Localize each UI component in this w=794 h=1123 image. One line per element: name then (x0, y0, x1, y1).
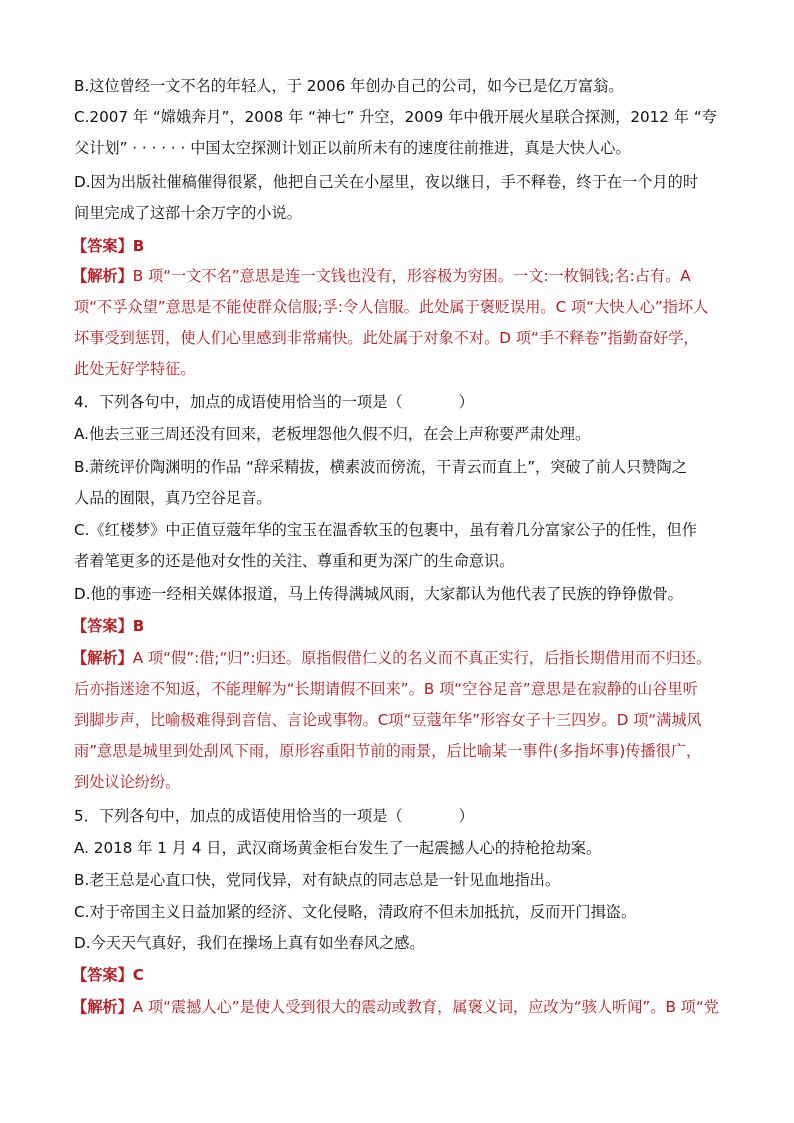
analysis-text: B 项“一文不名”意思是连一文钱也没有，形容极为穷困。一文:一枚铜钱;名:占有。A (132, 267, 691, 285)
analysis-text: A 项“假”:借;“归”:归还。原指假借仁义的名义而不真正实行，后指长期借用而不归还。 (132, 649, 712, 667)
q5-option-b: B.老王总是心直口快，党同伐异，对有缺点的同志总是一针见血地指出。 (74, 871, 561, 889)
analysis-label: 【解析】 (72, 649, 133, 667)
analysis-text: A 项“震撼人心”是使人受到很大的震动或教育，属褒义词，应改为“骇人听闻”。B 项“党 (132, 998, 719, 1016)
q4-analysis-line1 (72, 648, 711, 668)
q3-answer (72, 236, 144, 256)
q4-analysis-line3: 到脚步声，比喻极难得到音信、言论或事物。C项“豆蔻年华”形容女子十三四岁。D 项“满城风 (74, 711, 702, 729)
q5-option-c: C.对于帝国主义日益加紧的经济、文化侵略，清政府不但未加抵抗，反而开门揖盗。 (74, 903, 637, 921)
answer-value: B (132, 237, 145, 255)
q5-option-d: D.今天天气真好，我们在操场上真有如坐春风之感。 (74, 934, 425, 952)
q4-option-d: D.他的事迹一经相关媒体报道，马上传得满城风雨，大家都认为他代表了民族的铮铮傲骨。 (74, 585, 683, 603)
q5-answer (72, 965, 144, 985)
q4-analysis-line4: 雨”意思是城里到处刮风下雨，原形容重阳节前的雨景，后比喻某一事件(多指坏事)传播很广， (74, 742, 702, 760)
q3-analysis-line3: 坏事受到惩罚，使人们心里感到非常痛快。此处属于对象不对。D 项“手不释卷”指勤奋好学， (74, 329, 699, 347)
q4-option-b-line2: 人品的囿限，真乃空谷足音。 (74, 489, 272, 507)
q5-option-a: A. 2018 年 1 月 4 日，武汉商场黄金柜台发生了一起震撼人心的持枪抢劫案。 (74, 839, 602, 857)
q4-option-c-line1: C.《红楼梦》中正值豆蔻年华的宝玉在温香软玉的包裹中，虽有着几分富家公子的任性，但作 (74, 521, 697, 539)
answer-label: 【答案】 (72, 617, 133, 635)
q3-analysis-line1 (72, 266, 691, 286)
answer-value: B (132, 617, 145, 635)
q4-stem-text: 4．下列各句中，加点的成语使用恰当的一项是（ (74, 393, 403, 411)
q5-stem-end: ） (458, 807, 474, 825)
q3-option-d-line2: 间里完成了这部十余万字的小说。 (74, 204, 302, 222)
q4-answer (72, 616, 144, 636)
q3-option-d-line1: D.因为出版社催稿催得很紧，他把自己关在小屋里，夜以继日，手不释卷，终于在一个月的时 (74, 173, 699, 191)
q3-option-c-line1: C.2007 年 “嫦娥奔月”，2008 年 “神七” 升空，2009 年中俄开展火星联合探测，2012 年 “夸 (74, 108, 717, 126)
q4-stem (74, 392, 474, 412)
q4-option-b-line1: B.萧统评价陶渊明的作品 “辞采精拔，横素波而傍流，干青云而直上”，突破了前人只赞陶之 (74, 458, 687, 476)
q5-analysis-line1 (72, 997, 719, 1017)
analysis-label: 【解析】 (72, 998, 133, 1016)
q3-analysis-line2: 项“不孚众望”意思是不能使群众信服;孚:令人信服。此处属于褒贬误用。C 项“大快人心”指坏人 (74, 298, 709, 316)
q5-stem (74, 806, 474, 826)
q4-analysis-line5: 到处议论纷纷。 (74, 773, 181, 791)
answer-label: 【答案】 (72, 237, 133, 255)
q4-analysis-line2: 后亦指迷途不知返，不能理解为“长期请假不回来”。B 项“空谷足音”意思是在寂静的山谷里听 (74, 680, 698, 698)
q5-stem-text: 5．下列各句中，加点的成语使用恰当的一项是（ (74, 807, 403, 825)
q3-option-b: B.这位曾经一文不名的年轻人，于 2006 年创办自己的公司，如今已是亿万富翁。 (74, 77, 624, 95)
q3-analysis-line4: 此处无好学特征。 (74, 360, 196, 378)
q4-option-c-line2: 者着笔更多的还是他对女性的关注、尊重和更为深广的生命意识。 (74, 552, 515, 570)
q4-stem-end: ） (458, 393, 474, 411)
q4-option-a: A.他去三亚三周还没有回来，老板埋怨他久假不归，在会上声称要严肃处理。 (74, 425, 591, 443)
answer-label: 【答案】 (72, 966, 133, 984)
q3-option-c-line2: 父计划” · · · · · · 中国太空探测计划正以前所未有的速度往前推进，真是大快人心。 (74, 139, 631, 157)
answer-value: C (132, 966, 144, 984)
analysis-label: 【解析】 (72, 267, 133, 285)
